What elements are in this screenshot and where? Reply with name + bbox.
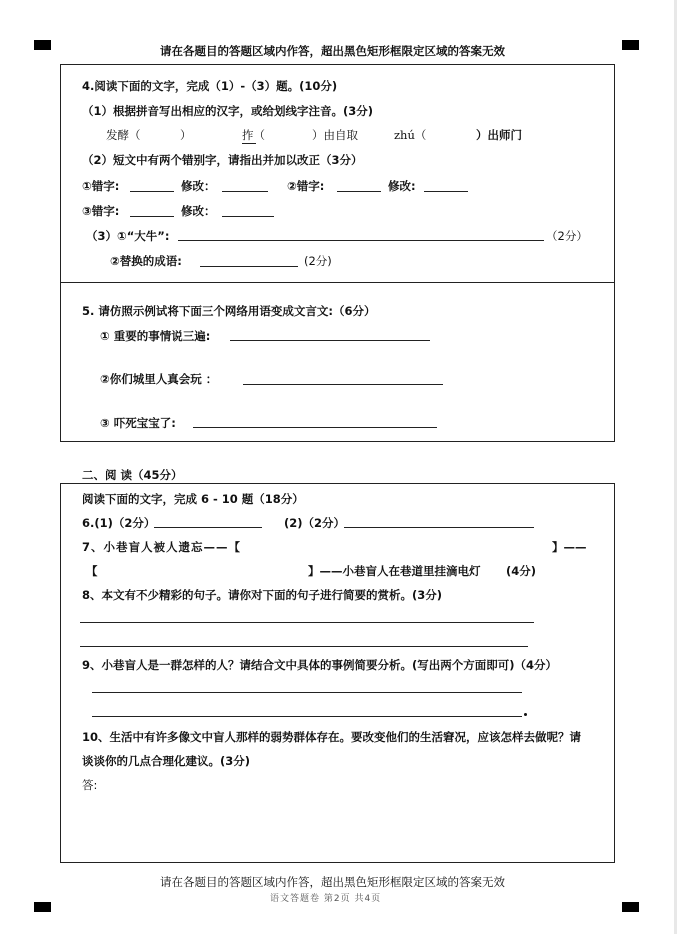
q5-item3-line[interactable] [193, 427, 437, 428]
q9-text: 9、小巷盲人是一群怎样的人？请结合文中具体的事例简要分析。(写出两个方面即可)（4分） [82, 658, 558, 672]
registration-mark-bottom-left [34, 902, 51, 912]
q7-line1-end: 】—— [552, 540, 587, 554]
q4-fix1-label: 修改： [181, 179, 216, 193]
underline-mark [242, 143, 256, 144]
q7-line2-start: 【 [86, 564, 98, 578]
registration-mark-top-right [622, 40, 639, 50]
reading-intro: 阅读下面的文字，完成 6 - 10 题（18分） [82, 492, 304, 506]
q4-part3b-line[interactable] [200, 266, 298, 267]
q4-word1-close: ） [180, 128, 192, 142]
q8-line1[interactable] [80, 622, 534, 623]
q4-word3: zhú（ [394, 128, 427, 142]
q4-error2-label: ②错字: [287, 179, 325, 193]
q4-fix2-line[interactable] [424, 191, 468, 192]
q8-text: 8、本文有不少精彩的句子。请你对下面的句子进行简要的赏析。(3分) [82, 588, 443, 602]
q5-title: 5. 请仿照示例试将下面三个网络用语变成文言文:（6分） [82, 304, 376, 318]
q4-error1-line[interactable] [130, 191, 174, 192]
q6-part1: 6.(1)（2分） [82, 516, 156, 530]
q5-item1-line[interactable] [230, 340, 430, 341]
footer-page-number: 语文答题卷 第2页 共4页 [270, 894, 382, 904]
q5-item3: ③ 吓死宝宝了: [100, 416, 176, 430]
q4-error2-line[interactable] [337, 191, 381, 192]
box-divider [60, 282, 615, 283]
q4-word1 [106, 127, 141, 143]
q5-item2: ②你们城里人真会玩 ： [100, 372, 218, 386]
q4-word2-close: ）由自取 [312, 128, 358, 142]
q4-part2: （2）短文中有两个错别字，请指出并加以改正（3分） [82, 153, 363, 167]
q10-answer-label: 答: [82, 778, 98, 792]
q4-word1-text: 发酵（ [106, 128, 141, 142]
header-notice: 请在各题目的答题区域内作答，超出黑色矩形框限定区域的答案无效 [160, 44, 505, 58]
q5-item2-line[interactable] [243, 384, 443, 385]
registration-mark-top-left [34, 40, 51, 50]
q4-error3-label: ③错字: [82, 204, 120, 218]
q4-part3a: （3）①“大牛”: [86, 229, 170, 243]
q8-line2[interactable] [80, 646, 528, 647]
q4-part1: （1）根据拼音写出相应的汉字，或给划线字注音。(3分) [82, 104, 374, 118]
q9-line1[interactable] [92, 692, 522, 693]
q6-part1-line[interactable] [154, 527, 262, 528]
q4-part3b: ②替换的成语: [110, 254, 182, 268]
q4-part3b-score: (2分) [304, 254, 332, 268]
period-mark [524, 713, 527, 716]
q7-score: (4分) [506, 564, 537, 578]
q7-line1: 7、小巷盲人被人遗忘——【 [82, 540, 242, 554]
q4-error3-line[interactable] [130, 216, 174, 217]
q9-line2[interactable] [92, 716, 522, 717]
q4-fix2-label: 修改: [388, 179, 416, 193]
q4-part3a-score: （2分） [546, 229, 588, 243]
q5-item1: ① 重要的事情说三遍: [100, 329, 211, 343]
footer-notice: 请在各题目的答题区域内作答，超出黑色矩形框限定区域的答案无效 [160, 875, 505, 889]
q4-fix1-line[interactable] [222, 191, 268, 192]
q4-word3-close: ）出师门 [476, 128, 522, 142]
q4-title: 4.阅读下面的文字，完成（1）-（3）题。(10分) [82, 79, 338, 93]
section2-heading: 二、阅 读（45分） [82, 468, 183, 482]
q4-error1-label: ①错字: [82, 179, 120, 193]
q10-text-line2: 谈谈你的几点合理化建议。(3分) [82, 754, 251, 768]
q4-word2: 拃（ [242, 128, 265, 142]
q6-part2: (2)（2分） [284, 516, 346, 530]
registration-mark-bottom-right [622, 902, 639, 912]
q4-fix3-label: 修改： [181, 204, 216, 218]
q4-part3a-line[interactable] [178, 240, 544, 241]
q4-fix3-line[interactable] [222, 216, 274, 217]
q7-line2: 】——小巷盲人在巷道里挂滴电灯 [308, 564, 481, 578]
q10-text-line1: 10、生活中有许多像文中盲人那样的弱势群体存在。要改变他们的生活窘况，应该怎样去做呢？请 [82, 730, 581, 744]
q6-part2-line[interactable] [344, 527, 534, 528]
